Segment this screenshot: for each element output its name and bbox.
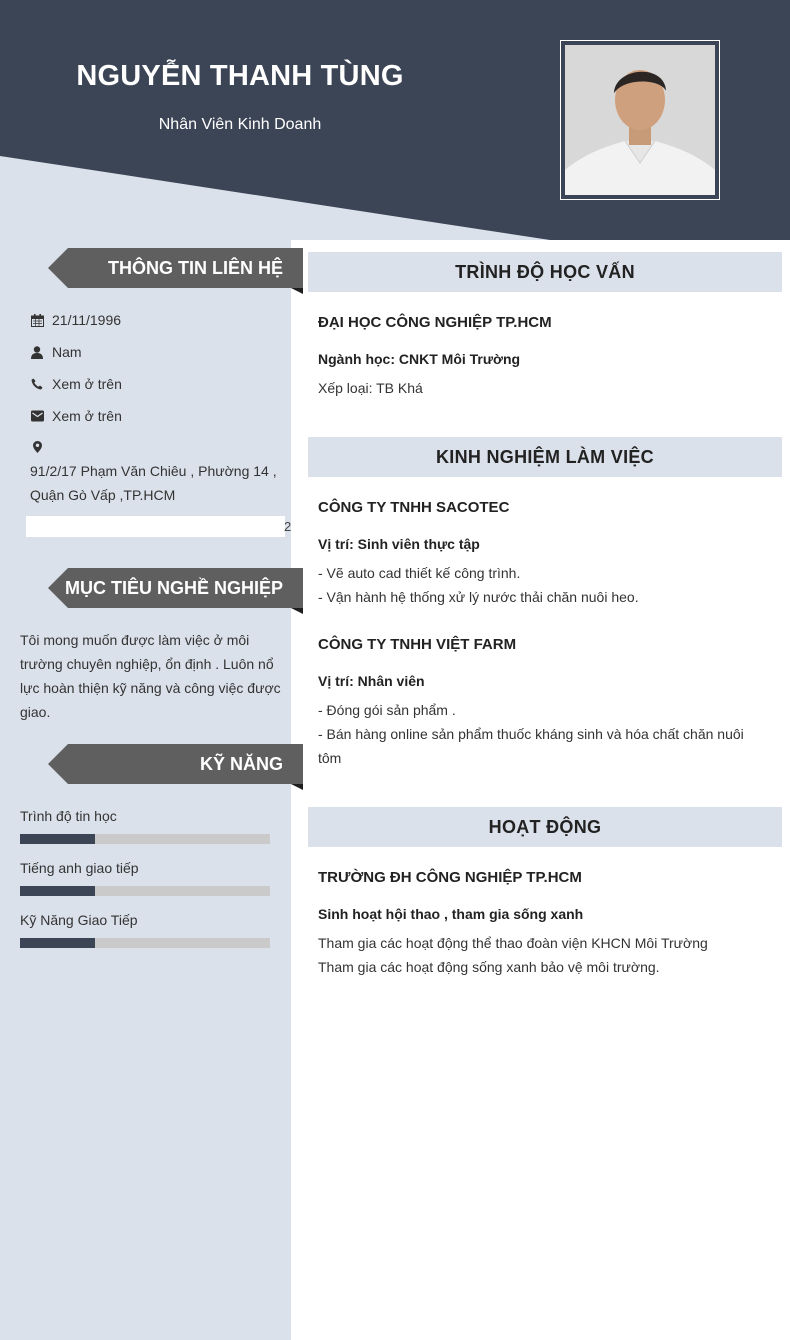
blank-contact-field [26,516,285,537]
skill-progress-bar [20,938,270,948]
education-section-title: TRÌNH ĐỘ HỌC VẤN [308,252,782,292]
map-pin-icon [30,440,44,454]
objective-section-ribbon [48,568,303,608]
job-company: CÔNG TY TNHH VIỆT FARM [318,636,517,653]
activities-section-title: HOẠT ĐỘNG [308,807,782,847]
activity-detail-line: Tham gia các hoạt động sống xanh bảo vệ môi trường. [318,959,660,975]
profile-photo [565,45,715,195]
email-row [30,408,122,424]
person-portrait-icon [565,45,715,195]
job-detail-line: - Vận hành hệ thống xử lý nước thải chăn nuôi heo. [318,589,639,605]
skills-section-ribbon [48,744,303,784]
activity-details [318,931,758,979]
email-value: Xem ở trên [52,408,122,424]
skill-progress-fill [20,938,95,948]
skill-name: Tiếng anh giao tiếp [20,860,139,876]
user-icon [30,345,44,359]
objective-section-title: MỤC TIÊU NGHỀ NGHIỆP [64,578,283,598]
skill-name: Trình độ tin học [20,808,117,824]
skill-progress-fill [20,834,95,844]
skill-progress-fill [20,886,95,896]
job-detail-line: - Bán hàng online sản phẩm thuốc kháng sinh và hóa chất chăn nuôi tôm [318,726,744,766]
education-grade: Xếp loại: TB Khá [318,380,423,396]
profile-photo-frame [560,40,720,200]
skill-progress-bar [20,834,270,844]
gender-row [30,344,82,360]
job-details [318,698,758,770]
job-position: Vị trí: Nhân viên [318,673,425,689]
birthday-value: 21/11/1996 [52,312,122,328]
experience-section-title: KINH NGHIỆM LÀM VIỆC [308,437,782,477]
phone-value: Xem ở trên [52,376,122,392]
phone-icon [30,377,44,391]
job-position: Vị trí: Sinh viên thực tập [318,536,480,552]
phone-row [30,376,122,392]
job-detail-line: - Đóng gói sản phẩm . [318,702,456,718]
candidate-name: NGUYỄN THANH TÙNG [76,60,404,92]
skill-name: Kỹ Năng Giao Tiếp [20,912,138,928]
address-value: 91/2/17 Phạm Văn Chiêu , Phường 14 , Quận Gò Vấp ,TP.HCM [30,463,277,503]
candidate-role: Nhân Viên Kinh Doanh [158,116,322,133]
contact-section-title: THÔNG TIN LIÊN HỆ [108,258,283,278]
job-company: CÔNG TY TNHH SACOTEC [318,499,510,516]
activity-detail-line: Tham gia các hoạt động thể thao đoàn viện KHCN Môi Trường [318,935,708,951]
envelope-icon [30,409,44,423]
activity-role: Sinh hoạt hội thao , tham gia sống xanh [318,906,584,922]
skill-progress-bar [20,886,270,896]
objective-text: Tôi mong muốn được làm việc ở môi trường chuyên nghiệp, ổn định . Luôn nổ lực hoàn thiện kỹ năng và công việc được giao. [20,632,281,720]
header-banner [0,0,790,240]
job-detail-line: - Vẽ auto cad thiết kế công trình. [318,565,521,581]
contact-section-ribbon [48,248,303,288]
gender-value: Nam [52,344,82,360]
skills-section-title: KỸ NĂNG [199,754,283,774]
activity-organization: TRƯỜNG ĐH CÔNG NGHIỆP TP.HCM [318,869,582,886]
sidebar-panel [0,240,291,1340]
blank-field-tail: 2 [284,519,292,534]
job-details [318,561,758,609]
calendar-icon [30,313,44,327]
education-school: ĐẠI HỌC CÔNG NGHIỆP TP.HCM [318,314,552,331]
location-row [30,440,52,454]
education-major: Ngành học: CNKT Môi Trường [318,351,521,367]
birthday-row [30,312,121,328]
